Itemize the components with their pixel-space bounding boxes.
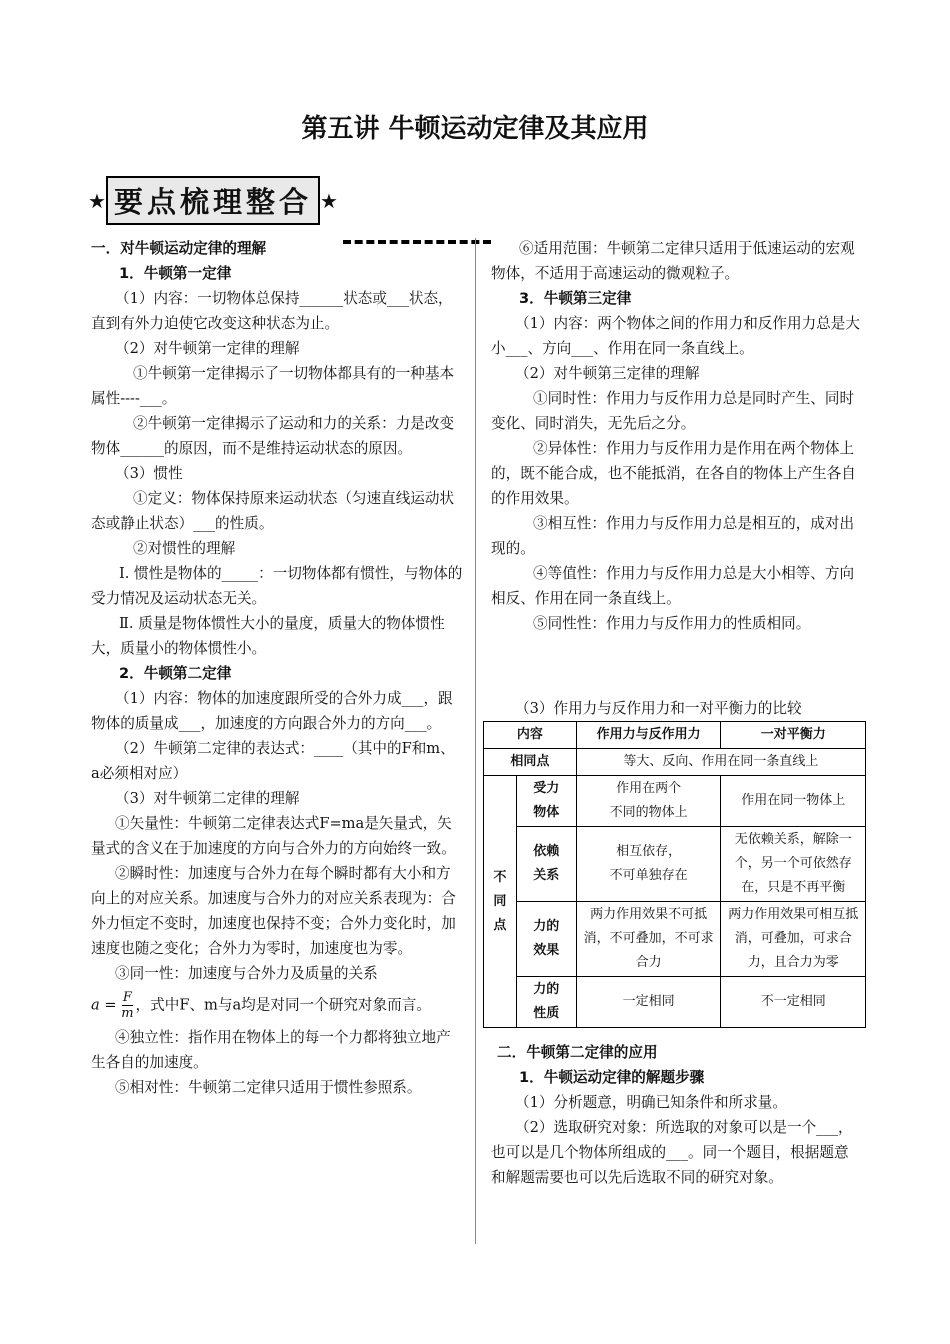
table-cell: 两力作用效果可相互抵消，可叠加，可求合力，且合力为零 — [721, 902, 866, 977]
table-cell: 等大、反向、作用在同一条直线上 — [576, 749, 865, 776]
paragraph: （1）内容：两个物体之间的作用力和反作用力总是大小___、方向___、作用在同一条直线上。 — [491, 315, 860, 357]
paragraph: ②对惯性的理解 — [133, 540, 236, 557]
page-title: 第五讲 牛顿运动定律及其应用 — [301, 114, 649, 144]
star-icon: ★ — [319, 188, 338, 213]
right-column — [491, 236, 863, 717]
table-row-label: 受力 物体 — [516, 776, 576, 827]
table-row-label: 力的 效果 — [516, 902, 576, 977]
paragraph: ④等值性：作用力与反作用力总是大小相等、方向相反、作用在同一条直线上。 — [491, 565, 855, 607]
subsection-heading: 1．牛顿第一定律 — [119, 265, 232, 282]
table-header: 内容 — [484, 722, 577, 749]
table-cell: 一定相同 — [576, 977, 721, 1028]
paragraph: ③相互性：作用力与反作用力总是相互的，成对出现的。 — [491, 515, 855, 557]
table-row-label: 相同点 — [484, 749, 577, 776]
table-header: 作用力与反作用力 — [576, 722, 721, 749]
paragraph: ①定义：物体保持原来运动状态（匀速直线运动状态或静止状态）___的性质。 — [91, 490, 455, 532]
paragraph: ①牛顿第一定律揭示了一切物体都具有的一种基本属性----___。 — [91, 365, 455, 407]
table-cell: 相互依存， 不可单独存在 — [576, 827, 721, 902]
paragraph: （3）惯性 — [115, 465, 183, 482]
table-row-label: 力的 性质 — [516, 977, 576, 1028]
left-column — [91, 236, 463, 1100]
section-two — [491, 1040, 863, 1190]
paragraph: （2）牛顿第二定律的表达式：____（其中的F和m、a必须相对应） — [91, 740, 455, 782]
formula: a = $\frac{F}{m}$ — [91, 990, 134, 1021]
paragraph: ①同时性：作用力与反作用力总是同时产生、同时变化、同时消失，无先后之分。 — [491, 390, 855, 432]
paragraph: ②异体性：作用力与反作用力是作用在两个物体上的，既不能合成，也不能抵消，在各自的物体上产生各自的作用效果。 — [491, 440, 856, 507]
subsection-heading: 2．牛顿第二定律 — [119, 665, 232, 682]
badge-text: 要点梳理整合 — [106, 176, 320, 225]
paragraph: Ⅰ. 惯性是物体的_____：一切物体都有惯性，与物体的受力情况及运动状态无关。 — [91, 565, 463, 607]
paragraph: ④独立性：指作用在物体上的每一个力都将独立地产生各自的加速度。 — [91, 1029, 451, 1071]
subsection-heading: 3．牛顿第三定律 — [519, 290, 632, 307]
table-cell: 作用在两个 不同的物体上 — [576, 776, 721, 827]
paragraph: （3）对牛顿第二定律的理解 — [115, 790, 300, 807]
section-badge — [88, 176, 338, 225]
star-icon: ★ — [88, 188, 106, 213]
paragraph: ⑤同性性：作用力与反作用力的性质相同。 — [533, 615, 811, 632]
section-heading: 一．对牛顿运动定律的理解 — [91, 240, 267, 257]
paragraph: （1）分析题意，明确已知条件和所求量。 — [515, 1094, 787, 1111]
table-cell: 无依赖关系，解除一个，另一个可依然存在，只是不再平衡 — [721, 827, 866, 902]
paragraph: ③同一性：加速度与合外力及质量的关系 — [115, 965, 378, 982]
paragraph: （2）对牛顿第三定律的理解 — [515, 365, 700, 382]
paragraph: （1）内容：一切物体总保持______状态或___状态，直到有外力迫使它改变这种状态为止。 — [91, 290, 453, 332]
paragraph: ⑥适用范围：牛顿第二定律只适用于低速运动的宏观物体，不适用于高速运动的微观粒子。 — [491, 240, 855, 282]
table-cell: 两力作用效果不可抵消，不可叠加，不可求合力 — [576, 902, 721, 977]
table-cell: 作用在同一物体上 — [721, 776, 866, 827]
paragraph: （2）选取研究对象：所选取的对象可以是一个___，也可以是几个物体所组成的___。同一个题目，根据题意和解题需要也可以先后选取不同的研究对象。 — [491, 1119, 853, 1186]
subsection-heading: 1．牛顿运动定律的解题步骤 — [519, 1069, 705, 1086]
table-header: 一对平衡力 — [721, 722, 866, 749]
column-divider — [475, 238, 476, 1244]
section-heading: 二．牛顿第二定律的应用 — [497, 1044, 658, 1061]
table-row-label: 依赖 关系 — [516, 827, 576, 902]
table-cell: 不一定相同 — [721, 977, 866, 1028]
table-row-label: 不 同 点 — [484, 776, 517, 1028]
formula-line: a = $\frac{F}{m}$ ，式中F、m与a均是对同一个研究对象而言。 — [91, 990, 431, 1021]
paragraph: （2）对牛顿第一定律的理解 — [115, 340, 300, 357]
comparison-table — [483, 721, 866, 1028]
paragraph: Ⅱ. 质量是物体惯性大小的量度，质量大的物体惯性大，质量小的物体惯性小。 — [91, 615, 445, 657]
paragraph: ①矢量性：牛顿第二定律表达式F=ma是矢量式，矢量式的含义在于加速度的方向与合外力的方向始终一致。 — [91, 815, 456, 857]
paragraph: ⑤相对性：牛顿第二定律只适用于惯性参照系。 — [115, 1079, 422, 1096]
paragraph: ②牛顿第一定律揭示了运动和力的关系：力是改变物体______的原因，而不是维持运动状态的原因。 — [91, 415, 455, 457]
paragraph: ②瞬时性：加速度与合外力在每个瞬时都有大小和方向上的对应关系。加速度与合外力的对应关系表现为：合外力恒定不变时，加速度也保持不变；合外力变化时，加速度也随之变化；合外力为零时，加速度也为零。 — [91, 865, 456, 957]
paragraph: （1）内容：物体的加速度跟所受的合外力成___，跟物体的质量成___，加速度的方向跟合外力的方向___。 — [91, 690, 453, 732]
table-caption: （3）作用力与反作用力和一对平衡力的比较 — [515, 700, 802, 717]
